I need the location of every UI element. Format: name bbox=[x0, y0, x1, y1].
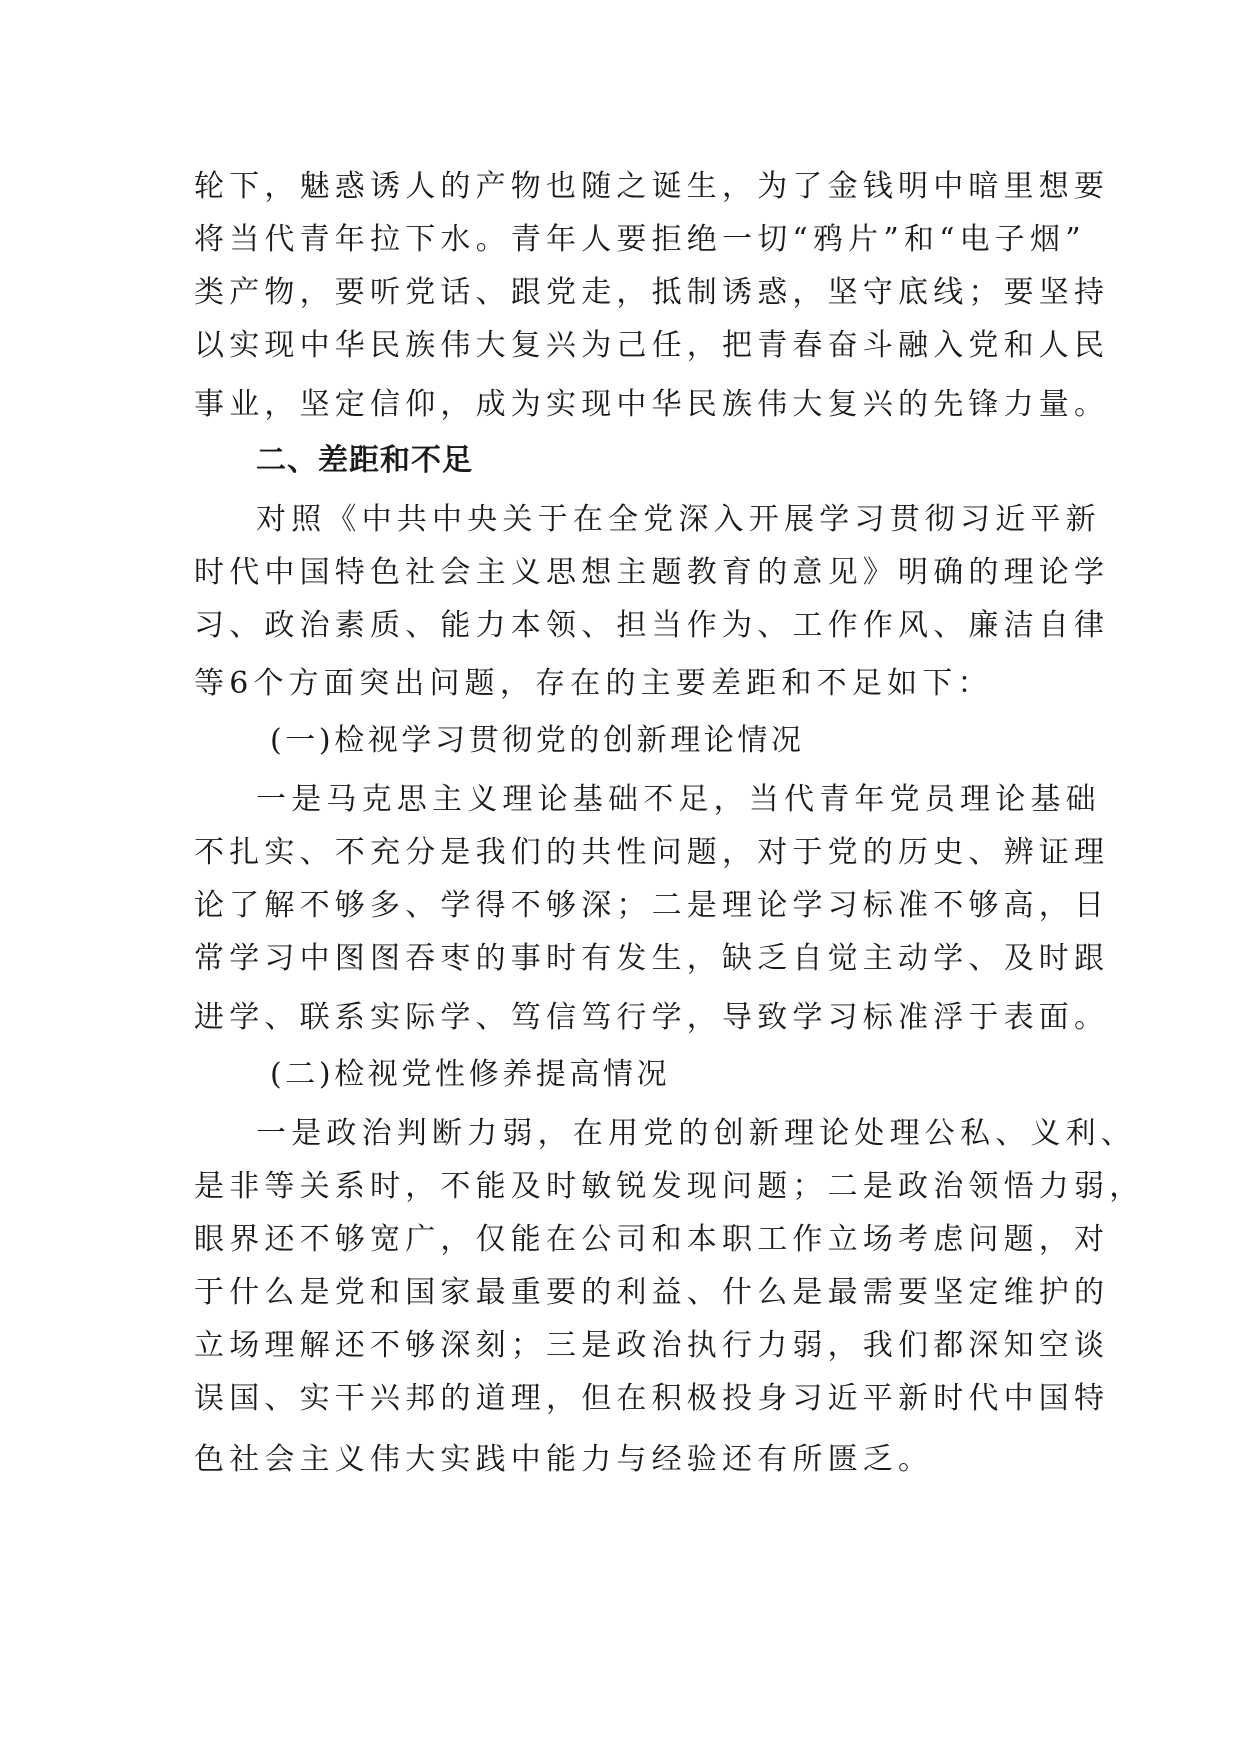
subsection-heading: (二)检视党性修养提高情况 bbox=[270, 1057, 671, 1092]
text-line: 于什么是党和国家最重要的利益、什么是最需要坚定维护的 bbox=[194, 1275, 1110, 1310]
text-line: 习、政治素质、能力本领、担当作为、工作作风、廉洁自律 bbox=[194, 608, 1110, 643]
text-line: 进学、联系实际学、笃信笃行学，导致学习标准浮于表面。 bbox=[194, 1000, 1110, 1035]
text-line: 一是马克思主义理论基础不足，当代青年党员理论基础 bbox=[256, 782, 1101, 817]
text-line: 一是政治判断力弱，在用党的创新理论处理公私、义利、 bbox=[256, 1116, 1136, 1151]
text-line: 不扎实、不充分是我们的共性问题，对于党的历史、辨证理 bbox=[194, 835, 1110, 870]
text-line: 立场理解还不够深刻；三是政治执行力弱，我们都深知空谈 bbox=[194, 1328, 1110, 1363]
text-line: 类产物，要听党话、跟党走，抵制诱惑，坚守底线；要坚持 bbox=[194, 275, 1110, 310]
subsection-heading: (一)检视学习贯彻党的创新理论情况 bbox=[270, 723, 805, 758]
text-line: 是非等关系时，不能及时敏锐发现问题；二是政治领悟力弱， bbox=[194, 1169, 1145, 1204]
text-line: 以实现中华民族伟大复兴为己任，把青春奋斗融入党和人民 bbox=[194, 328, 1110, 363]
text-line: 误国、实干兴邦的道理，但在积极投身习近平新时代中国特 bbox=[194, 1381, 1110, 1416]
text-line: 色社会主义伟大实践中能力与经验还有所匮乏。 bbox=[194, 1442, 934, 1477]
text-line: 事业，坚定信仰，成为实现中华民族伟大复兴的先锋力量。 bbox=[194, 387, 1110, 422]
text-line: 眼界还不够宽广，仅能在公司和本职工作立场考虑问题，对 bbox=[194, 1222, 1110, 1257]
text-line: 论了解不够多、学得不够深；二是理论学习标准不够高，日 bbox=[194, 888, 1110, 923]
text-line: 常学习中图图吞枣的事时有发生，缺乏自觉主动学、及时跟 bbox=[194, 941, 1110, 976]
text-line: 轮下，魅惑诱人的产物也随之诞生，为了金钱明中暗里想要 bbox=[194, 169, 1110, 204]
text-line: 对照《中共中央关于在全党深入开展学习贯彻习近平新 bbox=[256, 502, 1101, 537]
section-heading: 二、差距和不足 bbox=[256, 443, 473, 478]
text-line: 等6个方面突出问题，存在的主要差距和不足如下： bbox=[194, 666, 993, 701]
text-line: 时代中国特色社会主义思想主题教育的意见》明确的理论学 bbox=[194, 555, 1110, 590]
text-line: 将当代青年拉下水。青年人要拒绝一切“鸦片”和“电子烟” bbox=[194, 222, 1086, 257]
